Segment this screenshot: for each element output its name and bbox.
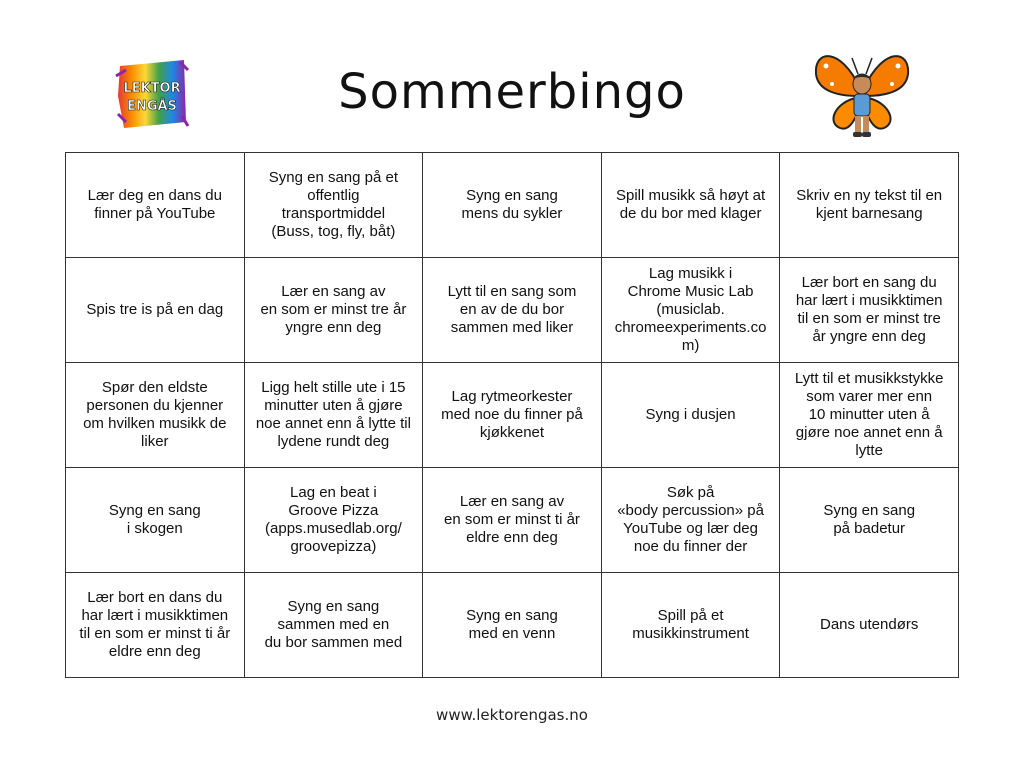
bingo-cell: Spill på et musikkinstrument	[601, 573, 780, 678]
butterfly-boy-icon	[810, 40, 914, 144]
logo-text-line2: ENGÅS	[127, 99, 177, 114]
bingo-cell: Spør den eldste personen du kjenner om hvilken musikk de liker	[66, 363, 245, 468]
bingo-cell: Syng en sang sammen med en du bor sammen med	[244, 573, 423, 678]
bingo-cell: Ligg helt stille ute i 15 minutter uten å gjøre noe annet enn å lytte til lydene rundt deg	[244, 363, 423, 468]
bingo-cell: Syng en sang med en venn	[423, 573, 602, 678]
bingo-cell: Spis tre is på en dag	[66, 258, 245, 363]
bingo-cell: Lag musikk i Chrome Music Lab (musiclab. chromeexperiments.co m)	[601, 258, 780, 363]
bingo-cell: Syng en sang mens du sykler	[423, 153, 602, 258]
bingo-cell: Lær en sang av en som er minst ti år eldre enn deg	[423, 468, 602, 573]
bingo-cell: Lær en sang av en som er minst tre år yngre enn deg	[244, 258, 423, 363]
bingo-cell: Syng en sang på badetur	[780, 468, 959, 573]
bingo-cell: Lær deg en dans du finner på YouTube	[66, 153, 245, 258]
bingo-cell: Lag en beat i Groove Pizza (apps.musedlab.org/ groovepizza)	[244, 468, 423, 573]
bingo-cell: Lær bort en dans du har lært i musikktimen til en som er minst ti år eldre enn deg	[66, 573, 245, 678]
bingo-grid	[65, 152, 959, 678]
footer-url: www.lektorengas.no	[436, 706, 588, 724]
logo-text-line1: LEKTOR	[123, 81, 181, 96]
bingo-cell: Dans utendørs	[780, 573, 959, 678]
page-title: Sommerbingo	[338, 64, 686, 120]
bingo-cell: Syng i dusjen	[601, 363, 780, 468]
bingo-cell: Skriv en ny tekst til en kjent barnesang	[780, 153, 959, 258]
bingo-cell: Søk på «body percussion» på YouTube og lær deg noe du finner der	[601, 468, 780, 573]
bingo-cell: Lag rytmeorkester med noe du finner på kjøkkenet	[423, 363, 602, 468]
bingo-cell: Lytt til en sang som en av de du bor sammen med liker	[423, 258, 602, 363]
bingo-cell: Lytt til et musikkstykke som varer mer enn 10 minutter uten å gjøre noe annet enn å lytte	[780, 363, 959, 468]
bingo-row	[66, 363, 959, 468]
bingo-cell: Syng en sang i skogen	[66, 468, 245, 573]
bingo-cell: Spill musikk så høyt at de du bor med klager	[601, 153, 780, 258]
bingo-row	[66, 573, 959, 678]
bingo-row	[66, 258, 959, 363]
bingo-cell: Syng en sang på et offentlig transportmiddel (Buss, tog, fly, båt)	[244, 153, 423, 258]
bingo-row	[66, 468, 959, 573]
bingo-row	[66, 153, 959, 258]
bingo-cell: Lær bort en sang du har lært i musikktimen til en som er minst tre år yngre enn deg	[780, 258, 959, 363]
